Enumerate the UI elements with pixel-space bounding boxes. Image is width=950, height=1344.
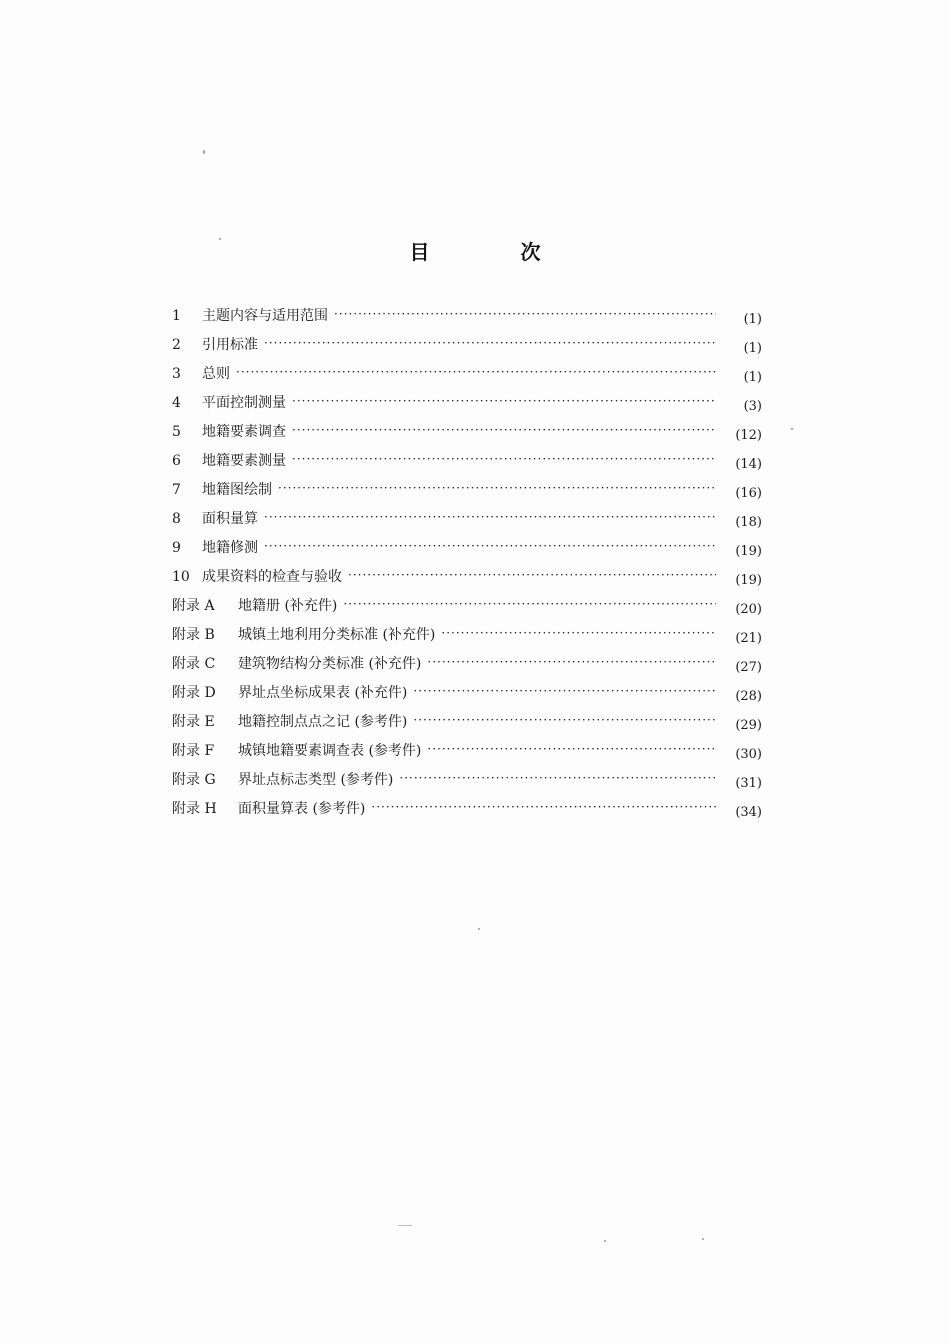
toc-entry-page: (28) — [735, 689, 762, 704]
toc-entry-label: 地籍要素测量 — [202, 453, 286, 469]
toc-entry-page: (20) — [735, 602, 762, 617]
toc-appendix-entry[interactable] — [172, 702, 762, 731]
toc-entry-page: (16) — [735, 486, 762, 501]
dot-leader — [427, 653, 716, 671]
toc-entry-number: 4 — [172, 395, 181, 411]
toc-entry-page: (19) — [735, 573, 762, 588]
toc-entry-label: 引用标准 — [202, 337, 258, 353]
scan-speck — [604, 1240, 606, 1242]
toc-entry-number: 1 — [172, 308, 181, 324]
toc-entry-page: (30) — [735, 747, 762, 762]
dot-leader — [399, 769, 716, 787]
dot-leader — [371, 798, 716, 816]
toc-entry-label: 总则 — [202, 366, 230, 382]
toc-entry-page: (3) — [743, 399, 762, 414]
toc-entry-number: 3 — [172, 366, 181, 382]
dot-leader — [413, 682, 716, 700]
toc-entry-number: 10 — [172, 569, 190, 585]
toc-entry[interactable] — [172, 528, 762, 557]
toc-appendix-entry[interactable] — [172, 760, 762, 789]
toc-entry-label: 地籍图绘制 — [202, 482, 272, 498]
toc-entry-page: (29) — [735, 718, 762, 733]
toc-entry-page: (31) — [735, 776, 762, 791]
toc-entry-label: 主题内容与适用范围 — [202, 308, 328, 324]
dot-leader — [334, 305, 716, 323]
toc-entry-number: 6 — [172, 453, 181, 469]
toc-entry-label: 界址点标志类型 (参考件) — [238, 772, 394, 788]
scan-speck — [219, 238, 221, 240]
toc-entry-label: 城镇土地利用分类标准 (补充件) — [238, 627, 436, 643]
toc-entry-page: (19) — [735, 544, 762, 559]
toc-entry[interactable] — [172, 383, 762, 412]
toc-entry-page: (21) — [735, 631, 762, 646]
toc-entry-label: 建筑物结构分类标准 (补充件) — [238, 656, 422, 672]
toc-entry-number: 8 — [172, 511, 181, 527]
dot-leader — [278, 479, 716, 497]
toc-entry-label: 地籍控制点点之记 (参考件) — [238, 714, 408, 730]
toc-appendix-entry[interactable] — [172, 789, 762, 818]
toc-entry-label: 面积量算表 (参考件) — [238, 801, 366, 817]
toc-entry-number: 9 — [172, 540, 181, 556]
toc-entry-label: 地籍册 (补充件) — [238, 598, 338, 614]
dot-leader — [264, 334, 716, 352]
scan-speck — [702, 1238, 704, 1240]
toc-entry-page: (34) — [735, 805, 762, 820]
dot-leader — [441, 624, 716, 642]
toc-entry-page: (1) — [743, 312, 762, 327]
toc-entry-number: 附录 E — [172, 714, 215, 730]
toc-entry[interactable] — [172, 354, 762, 383]
table-of-contents — [172, 296, 762, 818]
toc-appendix-entry[interactable] — [172, 644, 762, 673]
dot-leader — [427, 740, 716, 758]
toc-entry-number: 附录 H — [172, 801, 217, 817]
scan-speck — [398, 1225, 412, 1226]
toc-entry-label: 地籍要素调查 — [202, 424, 286, 440]
toc-entry[interactable] — [172, 557, 762, 586]
dot-leader — [292, 450, 716, 468]
toc-entry-page: (14) — [735, 457, 762, 472]
toc-entry[interactable] — [172, 441, 762, 470]
toc-entry-number: 附录 A — [172, 598, 215, 614]
toc-entry-label: 界址点坐标成果表 (补充件) — [238, 685, 408, 701]
dot-leader — [343, 595, 716, 613]
toc-entry-label: 面积量算 — [202, 511, 258, 527]
toc-entry[interactable] — [172, 499, 762, 528]
dot-leader — [292, 421, 716, 439]
toc-entry-label: 成果资料的检查与验收 — [202, 569, 342, 585]
toc-appendix-entry[interactable] — [172, 731, 762, 760]
toc-appendix-entry[interactable] — [172, 586, 762, 615]
toc-entry[interactable] — [172, 412, 762, 441]
toc-entry-page: (1) — [743, 341, 762, 356]
toc-entry-page: (27) — [735, 660, 762, 675]
toc-title: 目 次 — [409, 240, 583, 264]
toc-entry-label: 城镇地籍要素调查表 (参考件) — [238, 743, 422, 759]
scan-speck — [203, 150, 205, 154]
toc-entry-page: (1) — [743, 370, 762, 385]
toc-entry-number: 5 — [172, 424, 181, 440]
toc-entry[interactable] — [172, 296, 762, 325]
toc-entry-page: (18) — [735, 515, 762, 530]
toc-entry-number: 附录 D — [172, 685, 216, 701]
toc-entry-page: (12) — [735, 428, 762, 443]
toc-entry-label: 地籍修测 — [202, 540, 258, 556]
toc-entry[interactable] — [172, 470, 762, 499]
dot-leader — [236, 363, 716, 381]
scan-speck — [478, 928, 480, 930]
dot-leader — [264, 537, 716, 555]
toc-entry-number: 附录 B — [172, 627, 215, 643]
dot-leader — [264, 508, 716, 526]
dot-leader — [292, 392, 716, 410]
toc-appendix-entry[interactable] — [172, 673, 762, 702]
toc-entry-number: 附录 C — [172, 656, 216, 672]
toc-entry[interactable] — [172, 325, 762, 354]
toc-entry-number: 2 — [172, 337, 181, 353]
dot-leader — [413, 711, 716, 729]
scan-speck — [791, 428, 793, 430]
dot-leader — [348, 566, 716, 584]
toc-appendix-entry[interactable] — [172, 615, 762, 644]
toc-entry-label: 平面控制测量 — [202, 395, 286, 411]
toc-entry-number: 附录 G — [172, 772, 216, 788]
toc-entry-number: 附录 F — [172, 743, 215, 759]
toc-entry-number: 7 — [172, 482, 181, 498]
